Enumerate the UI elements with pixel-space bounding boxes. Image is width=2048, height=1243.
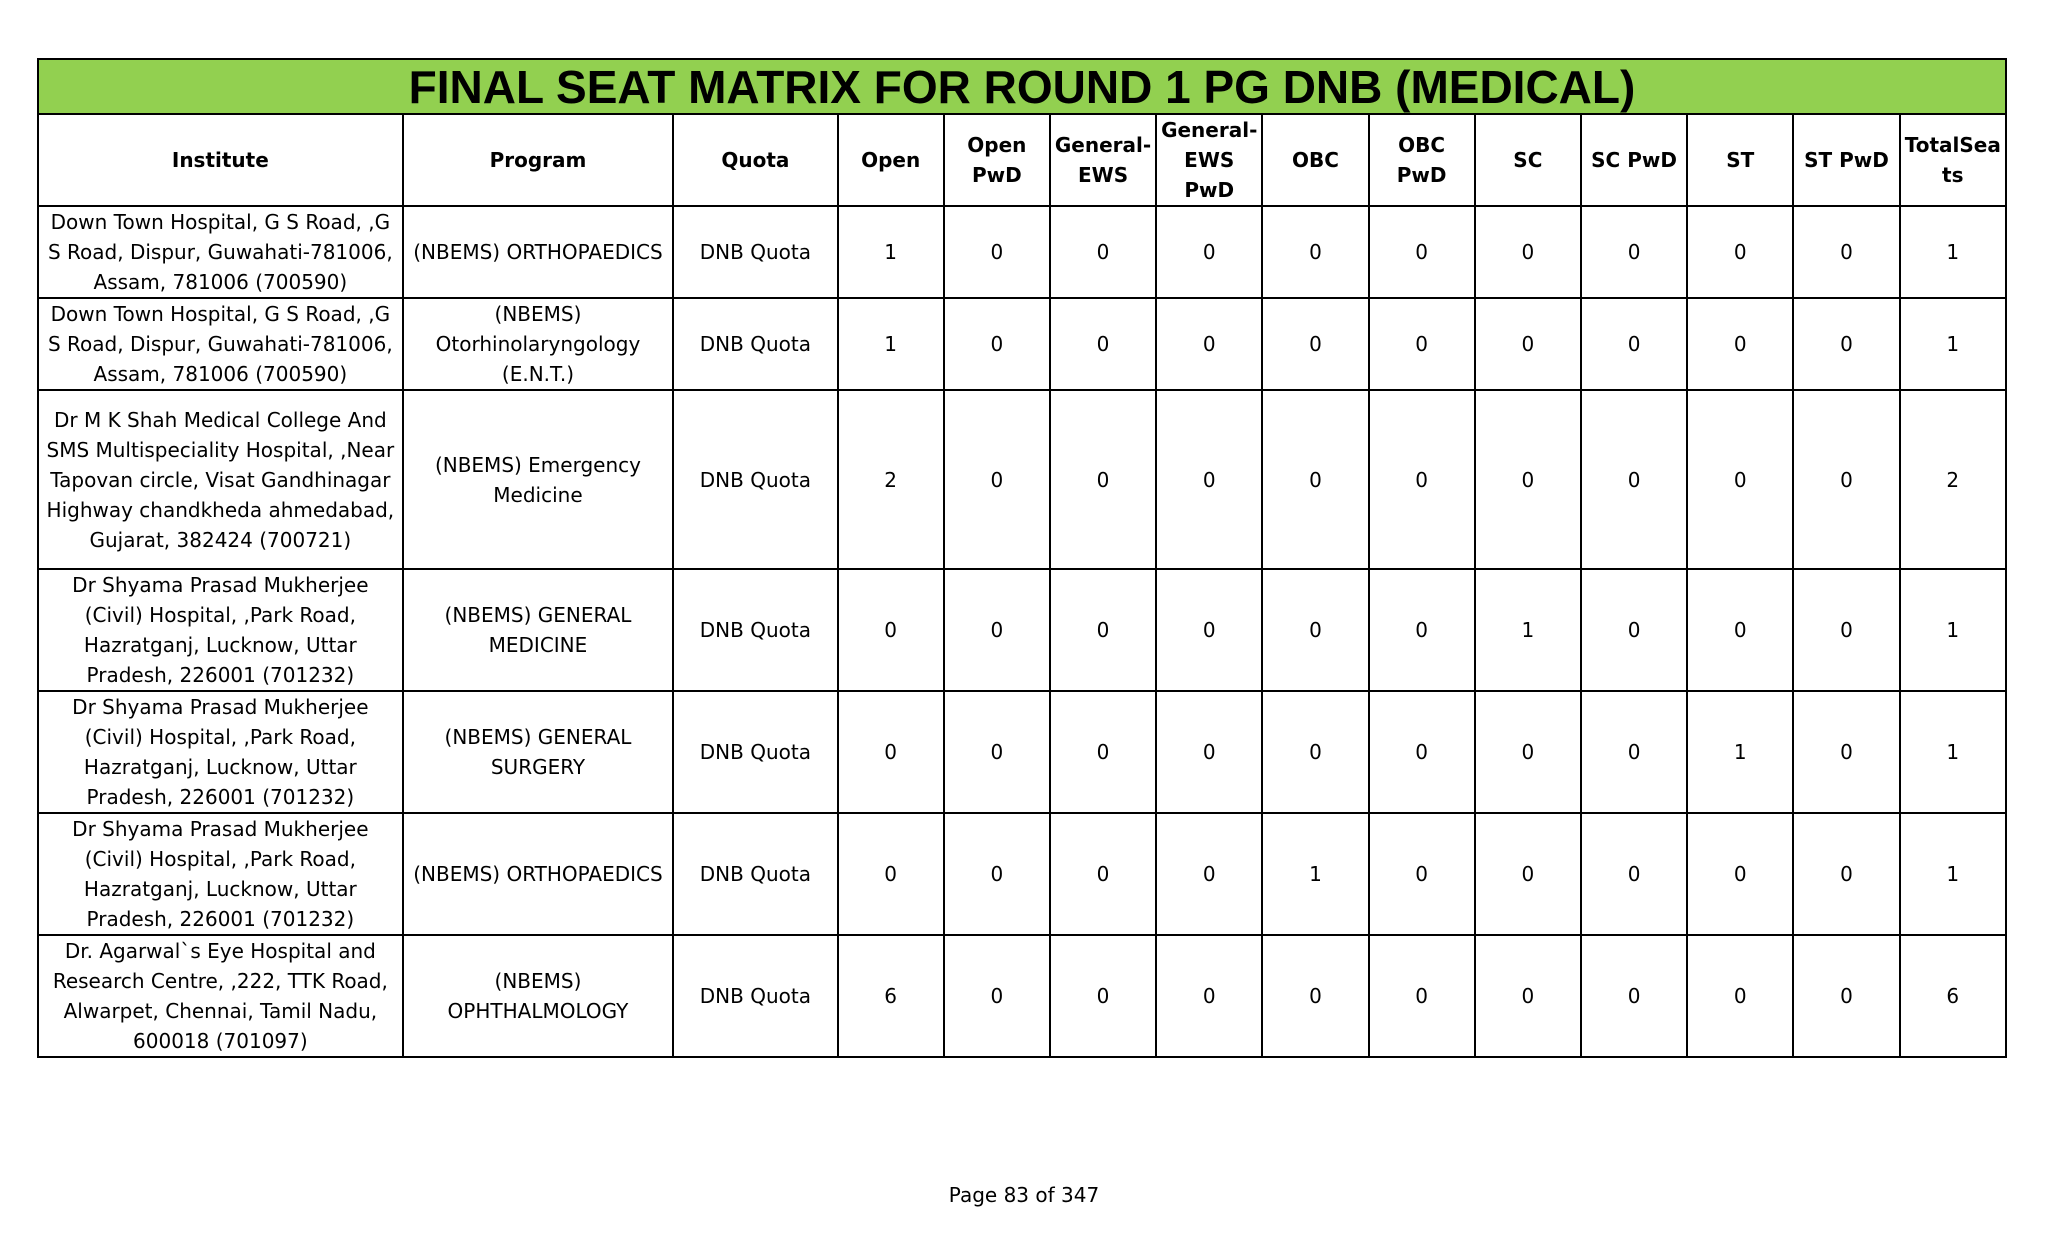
seat-count-cell: 2 <box>1900 390 2006 569</box>
seat-count-cell: 0 <box>1581 206 1687 298</box>
seat-count-cell: 0 <box>1262 206 1368 298</box>
seat-count-cell: 0 <box>1156 206 1262 298</box>
table-row <box>38 691 2006 813</box>
seat-count-cell: 0 <box>1687 813 1793 935</box>
institute-cell: Dr Shyama Prasad Mukherjee (Civil) Hospital, ,Park Road, Hazratganj, Lucknow, Uttar Pradesh, 226001 (701232) <box>38 569 403 691</box>
institute-cell: Down Town Hospital, G S Road, ,G S Road, Dispur, Guwahati-781006, Assam, 781006 (700590) <box>38 298 403 390</box>
table-row <box>38 298 2006 390</box>
seat-count-cell: 0 <box>1687 206 1793 298</box>
seat-count-cell: 0 <box>1262 691 1368 813</box>
table-row <box>38 813 2006 935</box>
seat-count-cell: 0 <box>1050 206 1156 298</box>
program-cell: (NBEMS) GENERAL MEDICINE <box>403 569 674 691</box>
seat-count-cell: 0 <box>838 813 944 935</box>
seat-count-cell: 0 <box>1475 298 1581 390</box>
seat-count-cell: 0 <box>1369 569 1475 691</box>
institute-cell: Dr Shyama Prasad Mukherjee (Civil) Hospital, ,Park Road, Hazratganj, Lucknow, Uttar Pradesh, 226001 (701232) <box>38 813 403 935</box>
column-header: ST <box>1687 114 1793 206</box>
seat-count-cell: 0 <box>1156 935 1262 1057</box>
column-header: General-EWS PwD <box>1156 114 1262 206</box>
seat-count-cell: 0 <box>1687 390 1793 569</box>
program-cell: (NBEMS) Otorhinolaryngology (E.N.T.) <box>403 298 674 390</box>
quota-cell: DNB Quota <box>673 691 837 813</box>
seat-count-cell: 0 <box>1581 390 1687 569</box>
seat-count-cell: 0 <box>1369 298 1475 390</box>
quota-cell: DNB Quota <box>673 935 837 1057</box>
seat-count-cell: 0 <box>1262 298 1368 390</box>
seat-count-cell: 1 <box>1475 569 1581 691</box>
seat-count-cell: 0 <box>1687 935 1793 1057</box>
seat-count-cell: 6 <box>1900 935 2006 1057</box>
seat-count-cell: 0 <box>1793 206 1899 298</box>
seat-count-cell: 1 <box>1900 206 2006 298</box>
seat-count-cell: 0 <box>1156 390 1262 569</box>
seat-count-cell: 0 <box>1475 206 1581 298</box>
seat-count-cell: 0 <box>1262 569 1368 691</box>
table-row <box>38 390 2006 569</box>
seat-count-cell: 0 <box>1793 691 1899 813</box>
program-cell: (NBEMS) GENERAL SURGERY <box>403 691 674 813</box>
institute-cell: Dr. Agarwal`s Eye Hospital and Research Centre, ,222, TTK Road, Alwarpet, Chennai, Tamil Nadu, 600018 (701097) <box>38 935 403 1057</box>
seat-count-cell: 0 <box>944 691 1050 813</box>
seat-count-cell: 0 <box>1050 390 1156 569</box>
seat-count-cell: 0 <box>944 935 1050 1057</box>
seat-count-cell: 0 <box>1369 390 1475 569</box>
seat-count-cell: 0 <box>944 298 1050 390</box>
column-header: Open <box>838 114 944 206</box>
column-header: Quota <box>673 114 837 206</box>
seat-count-cell: 0 <box>1156 569 1262 691</box>
seat-count-cell: 0 <box>944 569 1050 691</box>
column-header-row <box>38 114 2006 206</box>
column-header: General-EWS <box>1050 114 1156 206</box>
seat-count-cell: 0 <box>1156 298 1262 390</box>
seat-count-cell: 0 <box>1793 569 1899 691</box>
column-header: OBC PwD <box>1369 114 1475 206</box>
column-header: Open PwD <box>944 114 1050 206</box>
seat-count-cell: 0 <box>944 206 1050 298</box>
seat-count-cell: 0 <box>1369 813 1475 935</box>
institute-cell: Dr Shyama Prasad Mukherjee (Civil) Hospital, ,Park Road, Hazratganj, Lucknow, Uttar Pradesh, 226001 (701232) <box>38 691 403 813</box>
program-cell: (NBEMS) Emergency Medicine <box>403 390 674 569</box>
program-cell: (NBEMS) OPHTHALMOLOGY <box>403 935 674 1057</box>
seat-count-cell: 0 <box>1475 935 1581 1057</box>
program-cell: (NBEMS) ORTHOPAEDICS <box>403 813 674 935</box>
seat-count-cell: 0 <box>1581 569 1687 691</box>
seat-count-cell: 0 <box>1687 298 1793 390</box>
quota-cell: DNB Quota <box>673 390 837 569</box>
column-header: SC PwD <box>1581 114 1687 206</box>
seat-count-cell: 0 <box>1050 935 1156 1057</box>
seat-count-cell: 0 <box>1581 298 1687 390</box>
page-title: FINAL SEAT MATRIX FOR ROUND 1 PG DNB (MEDICAL) <box>38 59 2006 114</box>
seat-count-cell: 0 <box>1581 691 1687 813</box>
quota-cell: DNB Quota <box>673 206 837 298</box>
seat-count-cell: 1 <box>838 206 944 298</box>
page-number: Page 83 of 347 <box>948 1183 1100 1207</box>
seat-count-cell: 0 <box>1050 569 1156 691</box>
seat-count-cell: 0 <box>1050 813 1156 935</box>
seat-count-cell: 0 <box>1687 569 1793 691</box>
seat-count-cell: 0 <box>1156 813 1262 935</box>
table-row <box>38 935 2006 1057</box>
seat-count-cell: 0 <box>944 390 1050 569</box>
seat-count-cell: 1 <box>1262 813 1368 935</box>
seat-count-cell: 0 <box>1369 691 1475 813</box>
institute-cell: Dr M K Shah Medical College And SMS Multispeciality Hospital, ,Near Tapovan circle, Visat Gandhinagar Highway chandkheda ahmedabad, Gujarat, 382424 (700721) <box>38 390 403 569</box>
seat-count-cell: 0 <box>1262 390 1368 569</box>
seat-count-cell: 0 <box>944 813 1050 935</box>
column-header: OBC <box>1262 114 1368 206</box>
seat-count-cell: 0 <box>1475 390 1581 569</box>
quota-cell: DNB Quota <box>673 298 837 390</box>
seat-count-cell: 0 <box>1156 691 1262 813</box>
quota-cell: DNB Quota <box>673 569 837 691</box>
seat-count-cell: 1 <box>1900 813 2006 935</box>
quota-cell: DNB Quota <box>673 813 837 935</box>
seat-count-cell: 0 <box>1050 691 1156 813</box>
seat-count-cell: 0 <box>1369 206 1475 298</box>
seat-count-cell: 0 <box>1793 390 1899 569</box>
seat-count-cell: 1 <box>1687 691 1793 813</box>
seat-count-cell: 2 <box>838 390 944 569</box>
seat-matrix-table <box>37 58 2007 1058</box>
seat-count-cell: 0 <box>1581 813 1687 935</box>
seat-count-cell: 6 <box>838 935 944 1057</box>
seat-count-cell: 0 <box>1581 935 1687 1057</box>
column-header: Institute <box>38 114 403 206</box>
seat-count-cell: 0 <box>1793 813 1899 935</box>
table-row <box>38 569 2006 691</box>
seat-count-cell: 0 <box>838 691 944 813</box>
seat-count-cell: 1 <box>1900 691 2006 813</box>
seat-count-cell: 0 <box>1050 298 1156 390</box>
seat-count-cell: 0 <box>1475 691 1581 813</box>
seat-count-cell: 0 <box>1475 813 1581 935</box>
seat-count-cell: 0 <box>1369 935 1475 1057</box>
table-row <box>38 206 2006 298</box>
seat-count-cell: 1 <box>1900 298 2006 390</box>
seat-count-cell: 0 <box>838 569 944 691</box>
column-header: TotalSeats <box>1900 114 2006 206</box>
seat-count-cell: 1 <box>838 298 944 390</box>
program-cell: (NBEMS) ORTHOPAEDICS <box>403 206 674 298</box>
seat-count-cell: 0 <box>1262 935 1368 1057</box>
institute-cell: Down Town Hospital, G S Road, ,G S Road, Dispur, Guwahati-781006, Assam, 781006 (700590) <box>38 206 403 298</box>
seat-count-cell: 0 <box>1793 298 1899 390</box>
column-header: ST PwD <box>1793 114 1899 206</box>
seat-count-cell: 0 <box>1793 935 1899 1057</box>
table-body <box>38 206 2006 1057</box>
column-header: Program <box>403 114 674 206</box>
column-header: SC <box>1475 114 1581 206</box>
seat-count-cell: 1 <box>1900 569 2006 691</box>
